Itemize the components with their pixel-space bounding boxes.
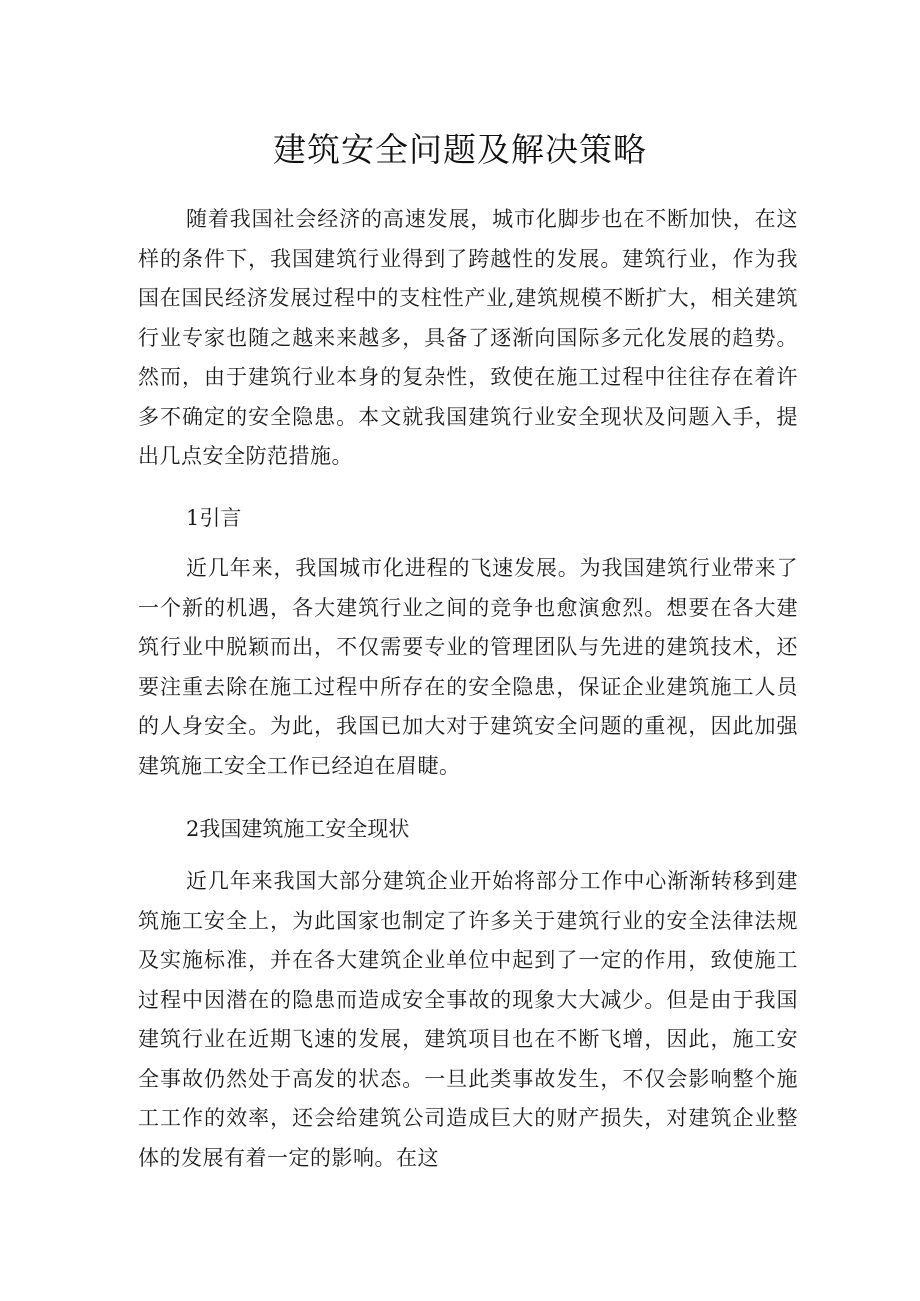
section-body-introduction: 近几年来，我国城市化进程的飞速发展。为我国建筑行业带来了一个新的机遇，各大建筑行业之间的竞争也愈演愈烈。想要在各大建筑行业中脱颖而出，不仅需要专业的管理团队与先进的建筑技术，还要注重去除在施工过程中所存在的安全隐患，保证企业建筑施工人员的人身安全。为此，我国已加大对于建筑安全问题的重视，因此加强建筑施工安全工作已经迫在眉睫。 — [138, 556, 798, 778]
section-body-safety-status: 近几年来我国大部分建筑企业开始将部分工作中心渐渐转移到建筑施工安全上，为此国家也制定了许多关于建筑行业的安全法律法规及实施标准，并在各大建筑企业单位中起到了一定的作用，致使施工过程中因潜在的隐患而造成安全事故的现象大大减少。但是由于我国建筑行业在近期飞速的发展，建筑项目也在不断飞增，因此，施工安全事故仍然处于高发的状态。一旦此类事故发生，不仅会影响整个施工工作的效率，还会给建筑公司造成巨大的财产损失，对建筑企业整体的发展有着一定的影响。在这 — [138, 869, 798, 1170]
section-heading-introduction: 1引言 — [186, 506, 242, 530]
intro-paragraph: 随着我国社会经济的高速发展，城市化脚步也在不断加快，在这样的条件下，我国建筑行业得到了跨越性的发展。建筑行业，作为我国在国民经济发展过程中的支柱性产业,建筑规模不断扩大，相关建筑行业专家也随之越来来越多，具备了逐渐向国际多元化发展的趋势。然而，由于建筑行业本身的复杂性，致使在施工过程中往往存在着许多不确定的安全隐患。本文就我国建筑行业安全现状及问题入手，提出几点安全防范措施。 — [138, 207, 798, 468]
document-title: 建筑安全问题及解决策略 — [273, 130, 647, 169]
section-heading-safety-status: 2我国建筑施工安全现状 — [186, 817, 410, 841]
